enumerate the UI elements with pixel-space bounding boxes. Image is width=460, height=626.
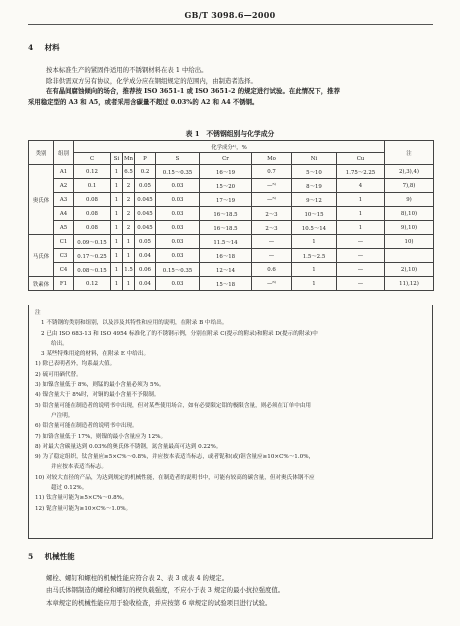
value-cell: 0.08 bbox=[74, 221, 111, 235]
value-cell: 0.03 bbox=[156, 277, 200, 291]
section-5-body bbox=[28, 572, 433, 609]
value-cell: 0.03 bbox=[156, 221, 200, 235]
group-cell: F1 bbox=[54, 277, 74, 291]
value-cell: 1.5 bbox=[123, 263, 135, 277]
header-note: 注 bbox=[385, 141, 434, 165]
paragraph: 采用稳定型的 A3 和 A5，或者采用含碳量不超过 0.03%的 A2 和 A4 不锈钢。 bbox=[28, 97, 259, 106]
paragraph: 本章规定的机械性能应用于验收检查，并应按第 6 章规定的试验项目进行试验。 bbox=[46, 598, 272, 607]
value-cell: 1 bbox=[337, 207, 385, 221]
table-row bbox=[29, 193, 434, 207]
value-cell: 2～3 bbox=[252, 221, 292, 235]
value-cell: 4 bbox=[337, 179, 385, 193]
paragraph: 按本标准生产的紧固件适用的不锈钢材料在表 1 中给出。 bbox=[46, 66, 208, 74]
value-cell: 1 bbox=[111, 179, 123, 193]
section-5-heading bbox=[28, 551, 75, 562]
group-cell: A4 bbox=[54, 207, 74, 221]
value-cell: 0.03 bbox=[156, 193, 200, 207]
value-cell: 1.5～2.5 bbox=[292, 249, 337, 263]
header-rule bbox=[28, 24, 433, 25]
section-number: 4 bbox=[28, 43, 34, 52]
value-cell: —⁵⁾ bbox=[252, 193, 292, 207]
section-title: 机械性能 bbox=[44, 552, 75, 561]
value-cell: 16～18 bbox=[200, 249, 252, 263]
table-row bbox=[29, 263, 434, 277]
value-cell: 0.6 bbox=[252, 263, 292, 277]
value-cell: 0.05 bbox=[135, 179, 156, 193]
value-cell: 2 bbox=[123, 179, 135, 193]
value-cell: 0.12 bbox=[74, 165, 111, 179]
value-cell: 10.5～14 bbox=[292, 221, 337, 235]
element-header: S bbox=[156, 153, 200, 165]
value-cell: 16～18.5 bbox=[200, 221, 252, 235]
value-cell: 1 bbox=[292, 277, 337, 291]
footnote: 并应按本表适当标志。 bbox=[51, 464, 107, 471]
table-row bbox=[29, 207, 434, 221]
value-cell: — bbox=[337, 235, 385, 249]
value-cell: 0.04 bbox=[135, 277, 156, 291]
value-cell: 0.09～0.15 bbox=[74, 235, 111, 249]
value-cell: 9～12 bbox=[292, 193, 337, 207]
note-cell: 2),10) bbox=[385, 263, 434, 277]
value-cell: 0.03 bbox=[156, 179, 200, 193]
table-row bbox=[29, 165, 434, 179]
value-cell: 2 bbox=[123, 193, 135, 207]
note-cell: 11),12) bbox=[385, 277, 434, 291]
value-cell: 1 bbox=[111, 263, 123, 277]
value-cell: 1 bbox=[123, 277, 135, 291]
note-line: 给出。 bbox=[51, 340, 68, 347]
value-cell: 0.7 bbox=[252, 165, 292, 179]
value-cell: 15～18 bbox=[200, 277, 252, 291]
value-cell: 1 bbox=[292, 235, 337, 249]
section-4-body bbox=[28, 65, 433, 107]
table-row bbox=[29, 221, 434, 235]
value-cell: — bbox=[252, 249, 292, 263]
note-cell: 2),3),4) bbox=[385, 165, 434, 179]
element-header: C bbox=[74, 153, 111, 165]
note-cell: 9),10) bbox=[385, 221, 434, 235]
value-cell: — bbox=[337, 277, 385, 291]
section-title: 材料 bbox=[44, 43, 60, 52]
class-cell: 奥氏体 bbox=[29, 165, 54, 235]
paragraph: 在有晶间腐蚀倾向的场合，推荐按 ISO 3651-1 或 ISO 3651-2 的规定进行试验。在此情况下，推荐 bbox=[46, 87, 340, 95]
note-cell: 8),10) bbox=[385, 207, 434, 221]
value-cell: 0.045 bbox=[135, 221, 156, 235]
value-cell: 15～20 bbox=[200, 179, 252, 193]
group-cell: A5 bbox=[54, 221, 74, 235]
value-cell: 0.08～0.15 bbox=[74, 263, 111, 277]
footnote: 9) 为了稳定组织，钛含量应≥5×C%～0.8%，并应按本表适当标志，或者铌和(或)钽含量应≥10×C%～1.0%， bbox=[35, 454, 315, 461]
note-line: 3 某些特殊用途的材料，在附录 E 中给出。 bbox=[41, 351, 150, 358]
footnote: 1) 除已表明者外，均系最大值。 bbox=[35, 361, 116, 368]
footnote: 超过 0.12%。 bbox=[51, 485, 88, 492]
paragraph: 螺栓、螺钉和螺柱的机械性能应符合表 2、表 3 或表 4 的规定。 bbox=[46, 574, 229, 582]
value-cell: 2 bbox=[123, 207, 135, 221]
value-cell: 1 bbox=[123, 249, 135, 263]
value-cell: 17～19 bbox=[200, 193, 252, 207]
notes-title: 注 bbox=[35, 310, 41, 316]
value-cell: 0.12 bbox=[74, 277, 111, 291]
group-cell: C1 bbox=[54, 235, 74, 249]
footnote: 8) 对最大含碳量达到 0.03%的奥氏体不锈钢，氮含量最高可达到 0.22%。 bbox=[35, 443, 222, 450]
footnote: 7) 如铬含量低于 17%，则镍的最小含量应为 12%。 bbox=[35, 433, 167, 440]
value-cell: 8～19 bbox=[292, 179, 337, 193]
table-row bbox=[29, 277, 434, 291]
value-cell: — bbox=[337, 263, 385, 277]
value-cell: 11.5～14 bbox=[200, 235, 252, 249]
value-cell: 0.15～0.35 bbox=[156, 165, 200, 179]
value-cell: 0.17～0.25 bbox=[74, 249, 111, 263]
footnote: 4) 镍含量大于 8%时，对铜的最小含量不予限制。 bbox=[35, 392, 160, 399]
value-cell: 0.08 bbox=[74, 193, 111, 207]
table-row bbox=[29, 249, 434, 263]
value-cell: 5～10 bbox=[292, 165, 337, 179]
value-cell: 1 bbox=[111, 221, 123, 235]
value-cell: 0.08 bbox=[74, 207, 111, 221]
value-cell: 0.04 bbox=[135, 249, 156, 263]
element-header: Si bbox=[111, 153, 123, 165]
footnote: 2) 硫可用硒代替。 bbox=[35, 371, 82, 378]
note-cell: 10) bbox=[385, 235, 434, 249]
composition-table bbox=[28, 140, 434, 291]
value-cell: 1 bbox=[111, 249, 123, 263]
element-header: P bbox=[135, 153, 156, 165]
value-cell: 1 bbox=[337, 221, 385, 235]
footnote: 12) 铌含量可能为≥10×C%～1.0%。 bbox=[35, 505, 132, 512]
standard-header: GB/T 3098.6—2000 bbox=[184, 10, 276, 20]
value-cell: 1 bbox=[111, 235, 123, 249]
footnote: 6) 钼含量可能在制造者的说明书中出现。 bbox=[35, 423, 138, 430]
value-cell: 1 bbox=[292, 263, 337, 277]
element-header: Cr bbox=[200, 153, 252, 165]
value-cell: 1 bbox=[111, 193, 123, 207]
note-line: 1 不锈钢的类别和组别，以及涉及其特性和应用的说明，在附录 B 中给出。 bbox=[41, 320, 228, 327]
table-notes bbox=[28, 305, 433, 539]
element-header: Cu bbox=[337, 153, 385, 165]
note-cell: 7),8) bbox=[385, 179, 434, 193]
paragraph: 除非供需双方另有协议，化学成分应在钢组规定的范围内，由制造者选择。 bbox=[46, 76, 257, 85]
group-cell: A3 bbox=[54, 193, 74, 207]
value-cell: 2～3 bbox=[252, 207, 292, 221]
value-cell: —⁶⁾ bbox=[252, 277, 292, 291]
class-cell: 铁素体 bbox=[29, 277, 54, 291]
value-cell: 2 bbox=[123, 221, 135, 235]
value-cell: 0.2 bbox=[135, 165, 156, 179]
header-group: 组别 bbox=[54, 141, 74, 165]
header-class: 类别 bbox=[29, 141, 54, 165]
value-cell: 1 bbox=[337, 193, 385, 207]
value-cell: 0.06 bbox=[135, 263, 156, 277]
footnote: 3) 如镍含量低于 8%，则锰的最小含量必须为 5%。 bbox=[35, 382, 165, 389]
section-4-heading bbox=[28, 42, 60, 53]
value-cell: 0.03 bbox=[156, 235, 200, 249]
value-cell: 1 bbox=[111, 165, 123, 179]
value-cell: — bbox=[337, 249, 385, 263]
group-cell: A1 bbox=[54, 165, 74, 179]
footnote: 10) 对较大直径的产品，为达到规定的机械性能，在制造者的说明书中，可能有较高的碳含量，但对奥氏体钢不应 bbox=[35, 474, 315, 481]
footnote: 户注明。 bbox=[51, 412, 74, 419]
value-cell: 1 bbox=[111, 207, 123, 221]
class-cell: 马氏体 bbox=[29, 235, 54, 277]
value-cell: 0.15～0.35 bbox=[156, 263, 200, 277]
element-header: Mo bbox=[252, 153, 292, 165]
value-cell: 0.045 bbox=[135, 207, 156, 221]
value-cell: 12～14 bbox=[200, 263, 252, 277]
footnote: 11) 钛含量可能为≥5×C%～0.8%。 bbox=[35, 495, 128, 502]
value-cell: 16～19 bbox=[200, 165, 252, 179]
table-row bbox=[29, 179, 434, 193]
note-line: 2 已由 ISO 683-13 和 ISO 4954 标准化了的不锈钢示例，分别在附录 C(提示的附录)和附录 D(提示的附录)中 bbox=[41, 330, 318, 337]
table-row bbox=[29, 235, 434, 249]
header-composition: 化学成分¹⁾，% bbox=[74, 141, 385, 153]
footnote: 5) 钼含量可能在制造者的说明书中出现，但对某些使用场合，如有必要限定钼的极限含量，则必须在订单中由用 bbox=[35, 402, 312, 409]
value-cell: 1.75～2.25 bbox=[337, 165, 385, 179]
value-cell: 0.045 bbox=[135, 193, 156, 207]
value-cell: —⁵⁾ bbox=[252, 179, 292, 193]
section-number: 5 bbox=[28, 552, 34, 561]
group-cell: C3 bbox=[54, 249, 74, 263]
element-header: Ni bbox=[292, 153, 337, 165]
value-cell: 0.03 bbox=[156, 249, 200, 263]
value-cell: 0.03 bbox=[156, 207, 200, 221]
value-cell: 0.1 bbox=[74, 179, 111, 193]
paragraph: 由马氏体钢制造的螺栓和螺钉的楔负载强度，不应小于表 3 规定的最小抗拉强度值。 bbox=[46, 586, 285, 595]
group-cell: A2 bbox=[54, 179, 74, 193]
value-cell: — bbox=[252, 235, 292, 249]
value-cell: 6.5 bbox=[123, 165, 135, 179]
value-cell: 1 bbox=[111, 277, 123, 291]
value-cell: 10～15 bbox=[292, 207, 337, 221]
note-cell: 9) bbox=[385, 193, 434, 207]
table-caption: 表 1 不锈钢组别与化学成分 bbox=[185, 130, 275, 138]
value-cell: 1 bbox=[123, 235, 135, 249]
element-header: Mn bbox=[123, 153, 135, 165]
value-cell: 0.05 bbox=[135, 235, 156, 249]
note-cell bbox=[385, 249, 434, 263]
group-cell: C4 bbox=[54, 263, 74, 277]
value-cell: 16～18.5 bbox=[200, 207, 252, 221]
